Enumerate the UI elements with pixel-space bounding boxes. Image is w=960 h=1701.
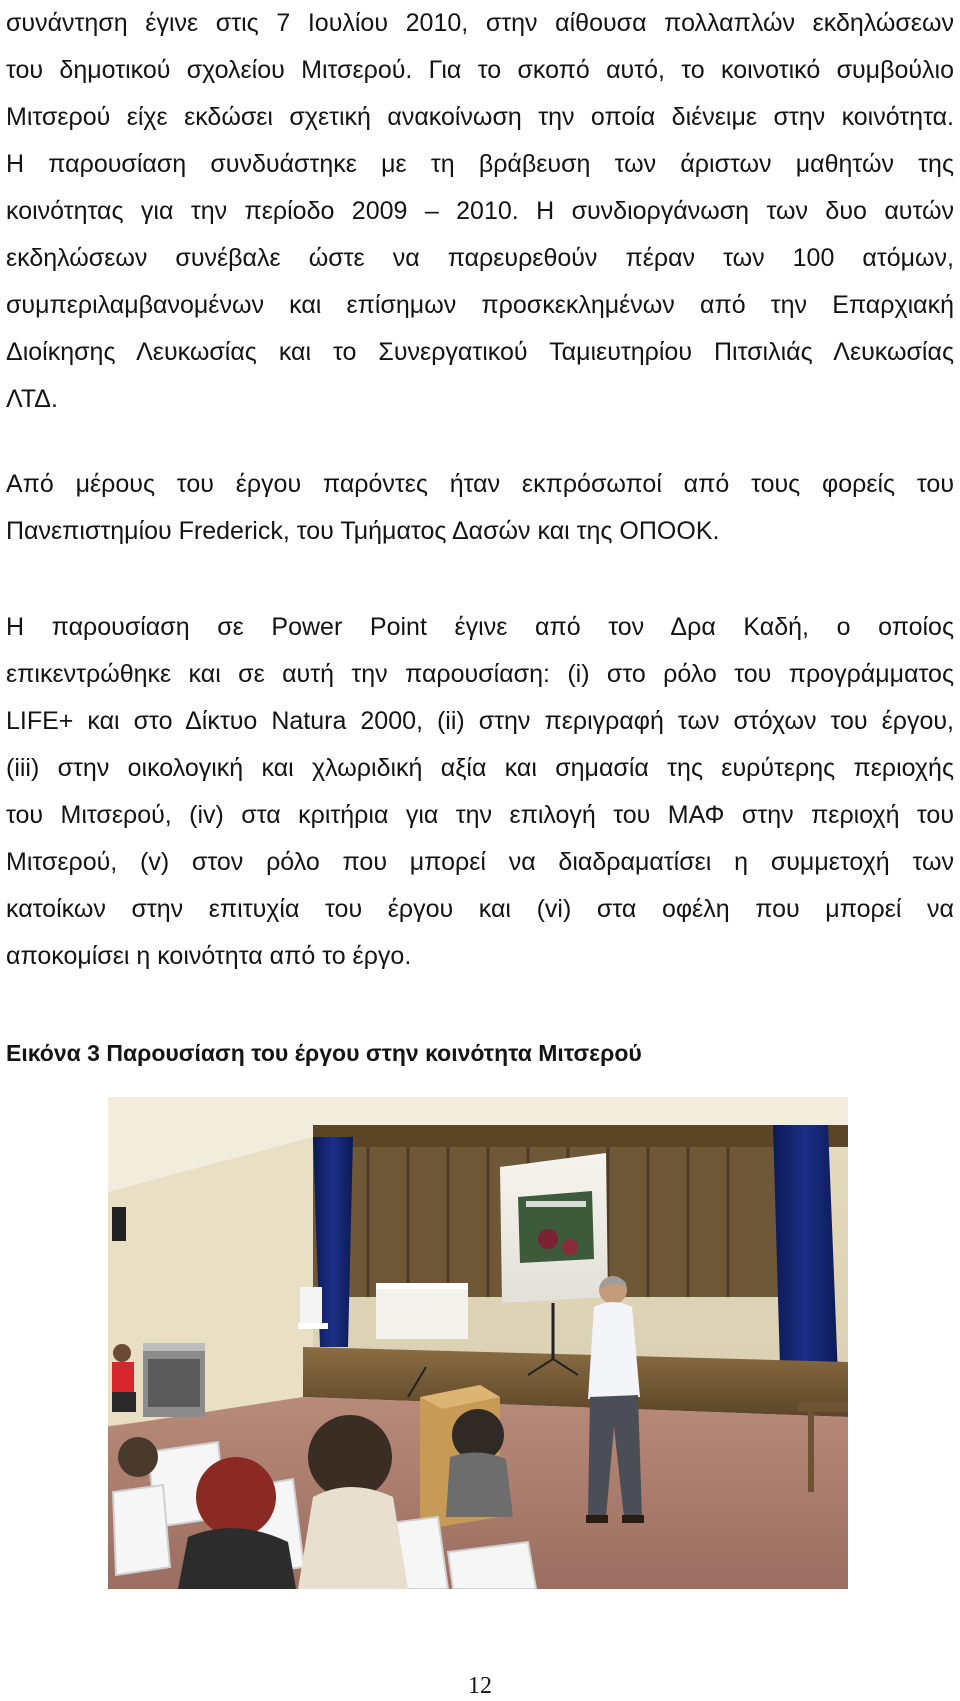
audience-head: [196, 1457, 276, 1537]
paragraph-presentation: [6, 604, 954, 980]
text-line: Μιτσερού, (v) στον ρόλο που μπορεί να διαδραματίσει η συμμετοχή των: [6, 848, 954, 876]
text-line: Διοίκησης Λευκωσίας και το Συνεργατικού Ταμιευτηρίου Πιτσιλιάς Λευκωσίας: [6, 338, 954, 366]
text-line: Από μέρους του έργου παρόντες ήταν εκπρόσωποί από τους φορείς του: [6, 470, 954, 498]
presenter-shirt: [588, 1302, 640, 1399]
stage-chair: [300, 1287, 322, 1327]
page-number: 12: [468, 1673, 492, 1699]
stage-table: [376, 1287, 468, 1339]
text-line: Πανεπιστημίου Frederick, του Τμήματος Δασών και της ΟΠΟΟΚ.: [6, 517, 720, 545]
text-line: εκδηλώσεων συνέβαλε ώστε να παρευρεθούν πέραν των 100 ατόμων,: [6, 244, 954, 272]
text-line: Η παρουσίαση συνδυάστηκε με τη βράβευση των άριστων μαθητών της: [6, 150, 954, 178]
text-line: συνάντηση έγινε στις 7 Ιουλίου 2010, στην αίθουσα πολλαπλών εκδηλώσεων: [6, 9, 954, 37]
text-line: Μιτσερού είχε εκδώσει σχετική ανακοίνωση την οποία διένειμε στην κοινότητα.: [6, 103, 954, 131]
text-line: LIFE+ και στο Δίκτυο Natura 2000, (ii) στην περιγραφή των στόχων του έργου,: [6, 707, 954, 735]
figure-caption: Εικόνα 3 Παρουσίαση του έργου στην κοινότητα Μιτσερού: [6, 1040, 642, 1066]
text-line: Η παρουσίαση σε Power Point έγινε από τον Δρα Καδή, ο οποίος: [6, 613, 954, 641]
text-line: του Μιτσερού, (iv) στα κριτήρια για την επιλογή του ΜΑΦ στην περιοχή του: [6, 801, 954, 829]
text-line: ΛΤΔ.: [6, 385, 58, 413]
text-line: του δημοτικού σχολείου Μιτσερού. Για το σκοπό αυτό, το κοινοτικό συμβούλιο: [6, 56, 954, 84]
audience-head: [308, 1415, 392, 1499]
side-table: [798, 1402, 848, 1412]
audience-head: [118, 1437, 158, 1477]
seated-person-body: [112, 1362, 134, 1392]
curtain-right: [773, 1125, 838, 1377]
paragraph-attendees: [6, 461, 954, 555]
presentation-photo: [108, 1097, 848, 1589]
text-line: (iii) στην οικολογική και χλωριδική αξία και σημασία της ευρύτερης περιοχής: [6, 754, 954, 782]
paragraph-meeting: [6, 0, 954, 423]
stage-valance: [313, 1125, 848, 1147]
wall-speaker: [112, 1207, 126, 1241]
seated-person-head: [113, 1344, 131, 1362]
text-line: αποκομίσει η κοινότητα από το έργο.: [6, 942, 412, 970]
text-line: επικεντρώθηκε και σε αυτή την παρουσίαση: (i) στο ρόλο του προγράμματος: [6, 660, 954, 688]
text-line: συμπεριλαμβανομένων και επίσημων προσκεκλημένων από την Επαρχιακή: [6, 291, 954, 319]
text-line: κοινότητας για την περίοδο 2009 – 2010. Η συνδιοργάνωση των δυο αυτών: [6, 197, 954, 225]
text-line: κατοίκων στην επιτυχία του έργου και (vi) στα οφέλη που μπορεί να: [6, 895, 954, 923]
